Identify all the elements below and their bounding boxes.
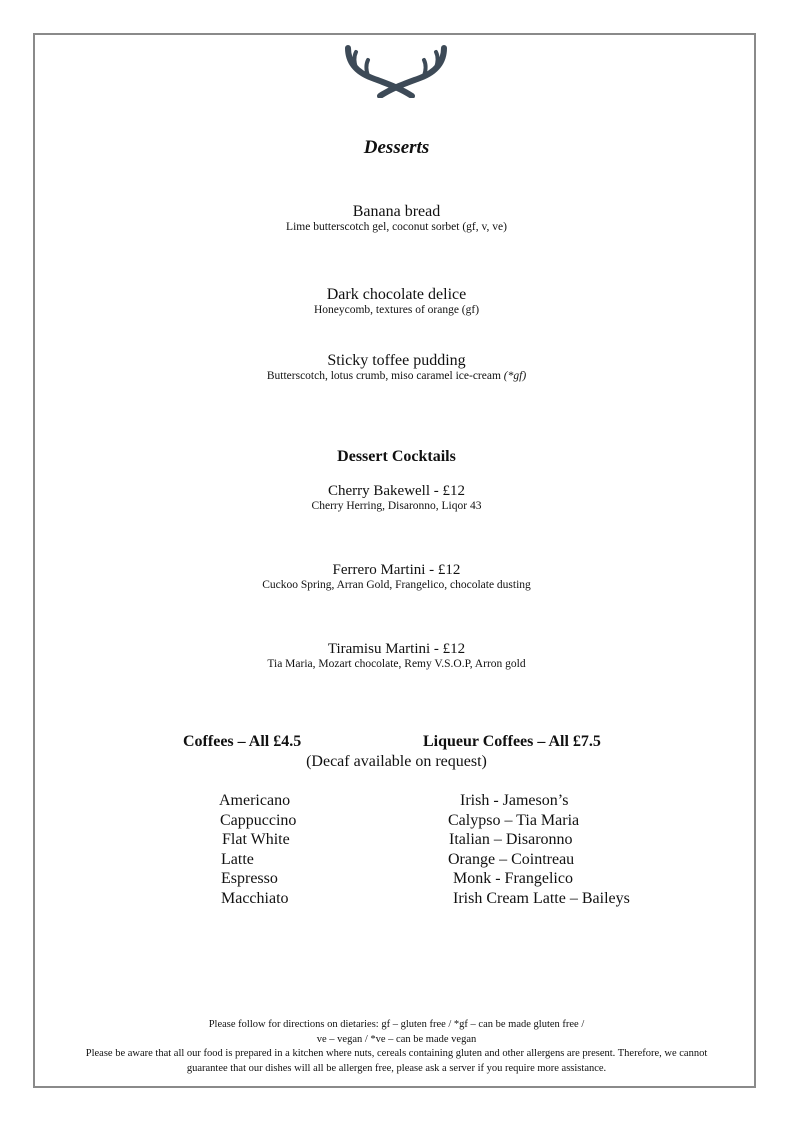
dessert-item: [33, 352, 760, 382]
dish-description-row: [33, 370, 760, 382]
coffees-heading: Coffees – All £4.5: [183, 733, 302, 750]
liqueur-coffee-item: Italian – Disaronno: [449, 831, 573, 848]
dish-description: Lime butterscotch gel, coconut sorbet (gf, v, ve): [286, 221, 507, 233]
liqueur-coffee-item: Orange – Cointreau: [448, 851, 575, 868]
section-heading: Dessert Cocktails: [337, 448, 456, 465]
dish-description: Butterscotch, lotus crumb, miso caramel ice-cream: [266, 370, 501, 382]
dessert-item: [33, 203, 760, 233]
dietary-note: (*gf): [503, 370, 527, 382]
liqueur-coffee-item: Calypso – Tia Maria: [448, 812, 580, 829]
footer-line: Please follow for directions on dietaries: gf – gluten free / *gf – can be made gluten free /: [208, 1019, 585, 1030]
dish-name: Dark chocolate delice: [326, 286, 467, 303]
cocktail-item: [33, 483, 760, 512]
allergen-footer: [33, 1018, 760, 1076]
footer-line: Please be aware that all our food is prepared in a kitchen where nuts, cereals containing gluten and other allergens are present. Therefore, we cannot: [85, 1048, 708, 1059]
liqueur-coffees-heading: Liqueur Coffees – All £7.5: [423, 733, 601, 750]
coffee-item: Espresso: [221, 870, 278, 887]
dish-description: Honeycomb, textures of orange (gf): [313, 304, 480, 316]
cocktail-description: Tia Maria, Mozart chocolate, Remy V.S.O.P, Arron gold: [267, 658, 526, 670]
page-title: Desserts: [363, 137, 430, 158]
coffee-item: Americano: [219, 792, 291, 809]
footer-line: ve – vegan / *ve – can be made vegan: [316, 1033, 477, 1045]
decaf-note: (Decaf available on request): [306, 753, 487, 770]
liqueur-coffee-item: Irish - Jameson’s: [460, 792, 569, 809]
cocktail-name: Tiramisu Martini - £12: [327, 641, 466, 657]
coffee-item: Cappuccino: [220, 812, 297, 829]
coffee-item: Latte: [221, 851, 254, 868]
antlers-icon: [340, 44, 452, 98]
cocktail-description: Cherry Herring, Disaronno, Liqor 43: [311, 500, 482, 512]
coffee-item: Flat White: [222, 831, 290, 848]
liqueur-coffee-item: Monk - Frangelico: [453, 870, 573, 887]
dish-name: Banana bread: [352, 203, 441, 220]
cocktail-name: Cherry Bakewell - £12: [327, 483, 466, 499]
cocktail-item: [33, 641, 760, 670]
cocktail-item: [33, 562, 760, 591]
footer-line: guarantee that our dishes will all be allergen free, please ask a server if you require more assistance.: [186, 1062, 607, 1074]
coffee-item: Macchiato: [221, 890, 289, 907]
page-border: [33, 33, 756, 1088]
dessert-item: [33, 286, 760, 316]
cocktail-name: Ferrero Martini - £12: [332, 562, 461, 578]
dish-name: Sticky toffee pudding: [327, 352, 466, 369]
liqueur-coffee-item: Irish Cream Latte – Baileys: [453, 890, 630, 907]
cocktail-description: Cuckoo Spring, Arran Gold, Frangelico, chocolate dusting: [262, 579, 531, 591]
